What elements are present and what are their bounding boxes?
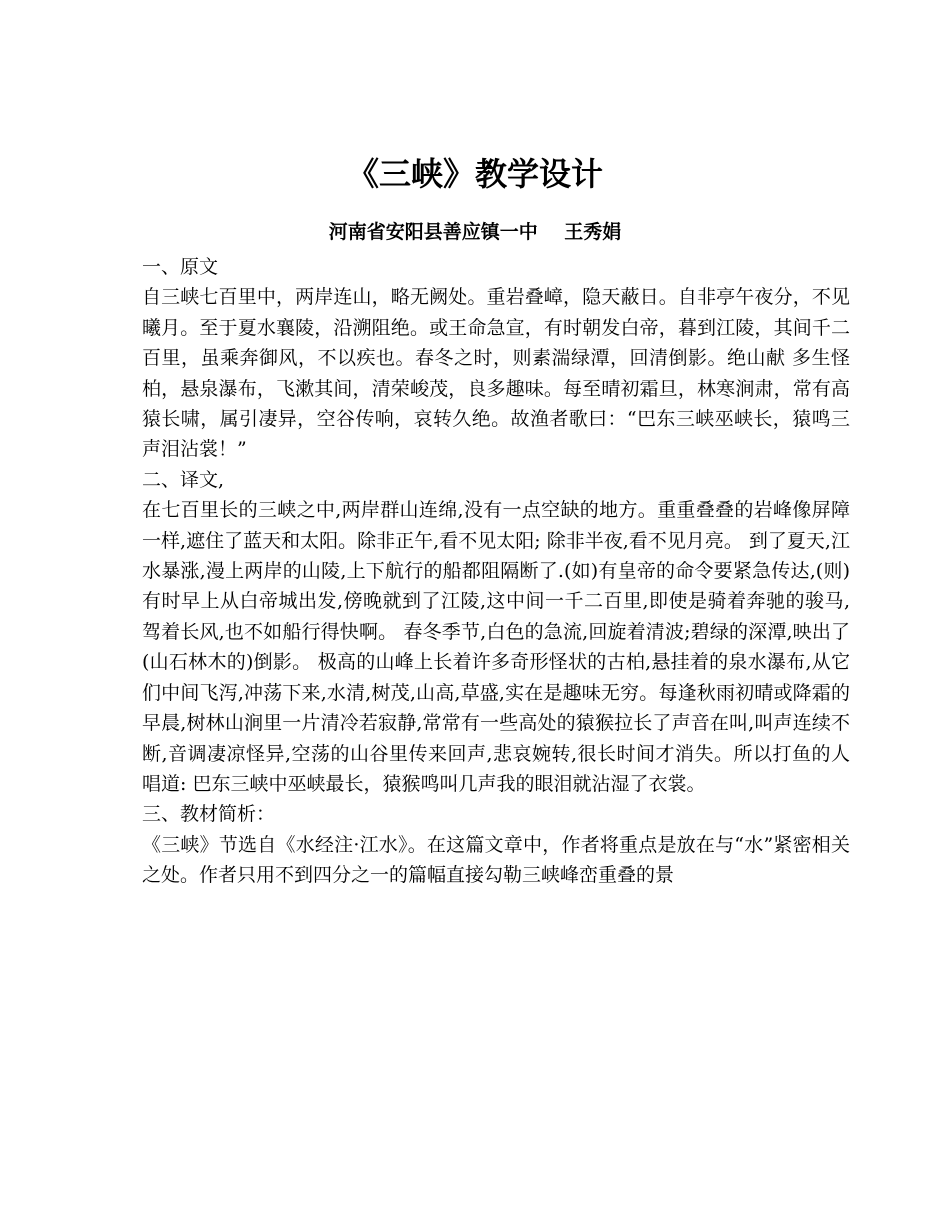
section-analysis bbox=[142, 799, 850, 890]
document-body bbox=[142, 252, 850, 891]
document-title: 《三峡》教学设计 bbox=[346, 155, 603, 193]
paragraph-translation-text: 在七百里长的三峡之中,两岸群山连绵,没有一点空缺的地方。重重叠叠的岩峰像屏障一样,遮住了蓝天和太阳。除非正午,看不见太阳; 除非半夜,看不见月亮。 到了夏天,江水暴涨,漫上两岸的山陵,上下航行的船都阻隔断了.(如)有皇帝的命令要紧急传达,(则)有时早上从白帝城出发,傍晚就到了江陵,这中间一千二百里,即使是骑着奔驰的骏马,驾着长风,也不如船行得快啊。 春冬季节,白色的急流,回旋着清波;碧绿的深潭,映出了(山石林木的)倒影。 极高的山峰上长着许多奇形怪状的古柏,悬挂着的泉水瀑布,从它们中间飞泻,冲荡下来,水清,树茂,山高,草盛,实在是趣味无穷。每逢秋雨初晴或降霜的早晨,树林山涧里一片清冷若寂静,常常有一些高处的猿猴拉长了声音在叫,叫声连续不断,音调凄凉怪异,空荡的山谷里传来回声,悲哀婉转,很长时间才消失。所以打鱼的人唱道: 巴东三峡中巫峡最长，猿猴鸣叫几声我的眼泪就沾湿了衣裳。 bbox=[142, 499, 850, 795]
section-original bbox=[142, 252, 850, 465]
section-translation bbox=[142, 465, 850, 799]
document-author: 河南省安阳县善应镇一中 王秀娟 bbox=[328, 221, 622, 243]
section-heading-original: 一、原文 bbox=[142, 256, 219, 278]
paragraph-original-text: 自三峡七百里中，两岸连山，略无阙处。重岩叠嶂，隐天蔽日。自非亭午夜分，不见曦月。至于夏水襄陵，沿溯阻绝。或王命急宣，有时朝发白帝，暮到江陵，其间千二百里，虽乘奔御风，不以疾也。春冬之时，则素湍绿潭，回清倒影。绝山献 多生怪柏，悬泉瀑布，飞漱其间，清荣峻茂，良多趣味。每至晴初霜旦，林寒涧肃，常有高猿长啸，属引凄异，空谷传响，哀转久绝。故渔者歌曰：“巴东三峡巫峡长，猿鸣三声泪沾裳！” bbox=[142, 286, 850, 461]
section-heading-analysis: 三、教材简析： bbox=[142, 803, 276, 826]
paragraph-analysis-text: 《三峡》节选自《水经注·江水》。在这篇文章中，作者将重点是放在与“水”紧密相关之处。作者只用不到四分之一的篇幅直接勾勒三峡峰峦重叠的景 bbox=[142, 833, 850, 887]
section-heading-translation: 二、译文, bbox=[142, 468, 225, 491]
